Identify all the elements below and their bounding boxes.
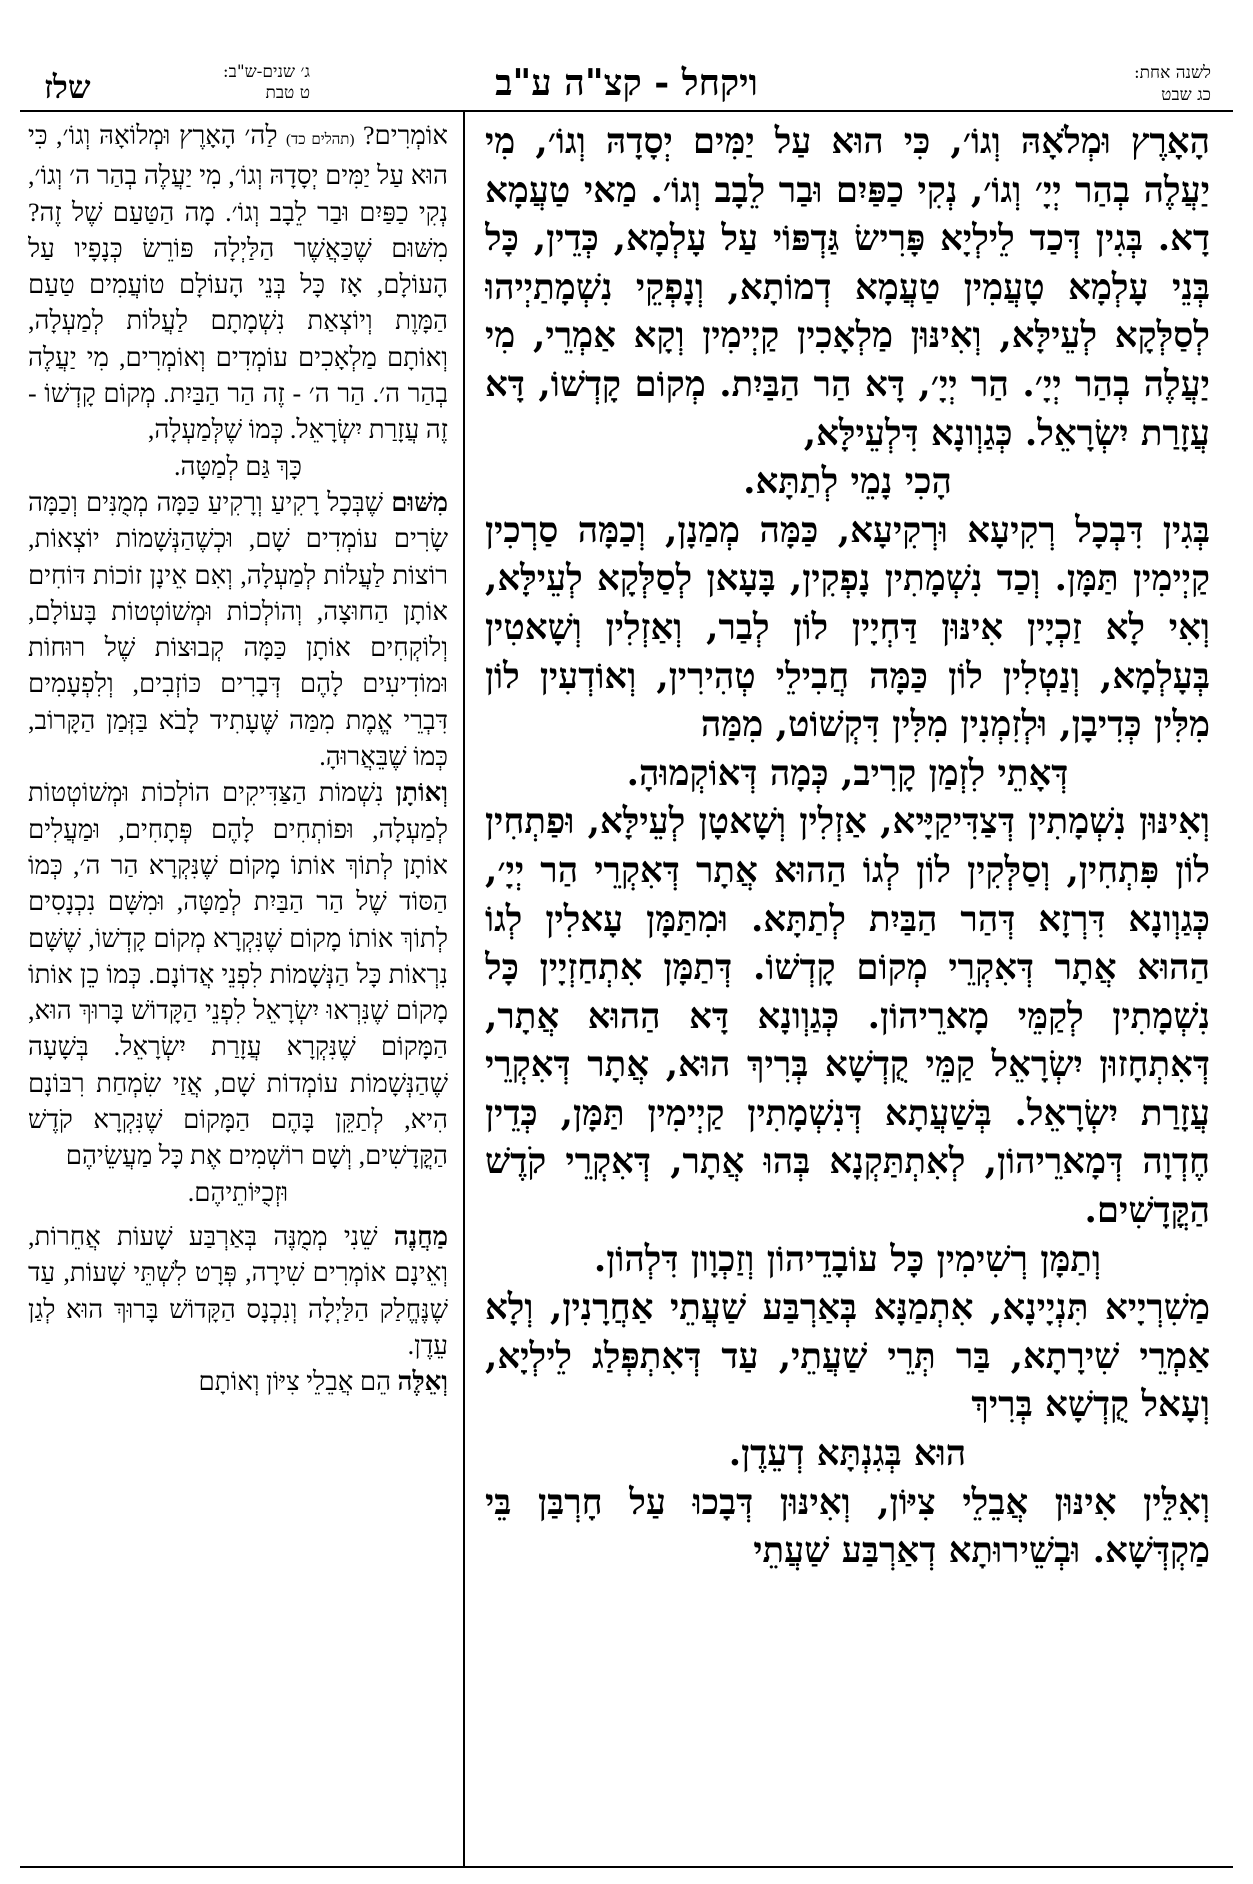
main-paragraph-4: מַשִׁרְיָיא תִּנְיָינָא, אִתְמַנָּא בְּאַרְבַּע שַׁעֲתֵי אַחֲרָנִין, וְלָא אַמְרֵי שִׁירָתָא, בַּר תְּרֵי שַׁעֲתֵי, עַד דְּאִתְפְּלַג לֵילְיָא, וְעָאל קֻדְשָׁא בְּרִיךְ bbox=[485, 1287, 1210, 1426]
main-paragraph-3-end: וְתַמָּן רְשִׁימִין כָּל עוֹבָדֵיהוֹן וְזַכְוָון דִּלְהוֹן. bbox=[593, 1238, 1102, 1280]
side-paragraph-3 bbox=[28, 775, 448, 1174]
main-paragraph-2: בְּגִין דִּבְכָל רְקִיעָא וּרְקִיעָא, כַּמָּה מְמַנָן, וְכַמָּה סַרְכִין קַיְימִין תַּמָּן. וְכַד נִשְׁמָתִין נָפְקִין, בָּעָאן לְסַלְּקָא לְעֵילָּא, וְאִי לָא זַכְיָין אִינּוּן דַּחְיָין לוֹן לְבַר, וְאַזְלִין וְשָׁאטִין בְּעָלְמָא, וְנַטְלִין לוֹן כַּמָּה חֲבִילֵי טְהִירִין, וְאוֹדְעִין לוֹן מִלִּין כְּדִיבָן, וּלְזִמְנִין מִלִּין דִּקְשׁוֹט, מִמַּה bbox=[485, 509, 1210, 746]
header-rule bbox=[20, 110, 1233, 112]
one-year-label: לשנה אחת: bbox=[1133, 63, 1211, 83]
side-p1-body: לַה׳ הָאָרֶץ וּמְלוֹאָהּ וְגוֹ׳, כִּי הוּא עַל יַמִּים יְסָדָהּ וְגוֹ׳, מִי יַעֲלֶה בְהַר ה׳ וְגוֹ׳, נְקִי כַפַּיִם וּבַר לֵבָב וְגוֹ׳. מָה הַטַּעַם שֶׁל זֶה? מִשּׁוּם שֶׁכַּאֲשֶׁר הַלַּיְלָה פּוֹרֵשׂ כְּנָפָיו עַל הָעוֹלָם, אָז כָּל בְּנֵי הָעוֹלָם טוֹעֲמִים טַעַם הַמָּוֶת וְיוֹצְאַת נִשְׁמָתָם לַעֲלוֹת לְמַעְלָה, וְאוֹתָם מַלְאָכִים עוֹמְדִים וְאוֹמְרִים, מִי יַעֲלֶה בְהַר ה׳. הַר ה׳ - זֶה הַר הַבַּיִת. מְקוֹם קָדְשׁוֹ - זֶה עֲזָרַת יִשְׂרָאֵל. כְּמוֹ שֶׁלְּמַעְלָה, bbox=[28, 121, 448, 445]
side-p1-start: אוֹמְרִים? bbox=[363, 121, 448, 150]
verse-citation: (תהלים כד) bbox=[286, 132, 355, 148]
side-p2-lead: מִשּׁוּם bbox=[391, 487, 448, 517]
footer-rule bbox=[20, 1866, 1233, 1868]
side-paragraph-1 bbox=[28, 118, 448, 449]
side-p4-lead: מַחֲנֶה bbox=[393, 1221, 448, 1251]
aramaic-main-column bbox=[485, 118, 1210, 1862]
study-cycle-one-year bbox=[1134, 62, 1211, 106]
side-p5-lead: וְאֵלֶּה bbox=[397, 1367, 448, 1397]
paragraph-gap bbox=[28, 1211, 448, 1219]
main-paragraph-1: הָאָרֶץ וּמְלֹאָהּ וְגוֹ׳, כִּי הוּא עַל יַמִּים יְסָדָהּ וְגוֹ׳, מִי יַעֲלֶה בְהַר יְיָ׳ וְגוֹ׳, נְקִי כַפַּיִם וּבַר לֵבָב וְגוֹ׳. מַאי טַעֲמָא דָא. בְּגִין דְּכַד לֵילְיָא פָּרִישׂ גַּדְפּוֹי עַל עָלְמָא, כְּדֵין, כָּל בְּנֵי עָלְמָא טָעֲמִין טַעֲמָא דְמוֹתָא, וְנָפְקֵי נִשְׁמָתַיְיהוּ לְסַלְּקָא לְעֵילָּא, וְאִינּוּן מַלְאָכִין קַיְימִין וְקָא אַמְרֵי, מִי יַעֲלֶה בְהַר יְיָ׳. הַר יְיָ׳, דָּא הַר הַבַּיִת. מְקוֹם קָדְשׁוֹ, דָּא עֲזָרַת יִשְׂרָאֵל. כְּגַוְונָא דִּלְעֵילָּא, bbox=[485, 121, 1210, 454]
main-paragraph-3: וְאִינּוּן נִשְׁמָתִין דְּצַדִּיקַיָּיא, אַזְלִין וְשָׁאטָן לְעֵילָּא, וּפַתְחִין לוֹן פִּתְחִין, וְסַלְּקִין לוֹן לְגוֹ הַהוּא אֲתָר דְּאִקְרֵי הַר יְיָ׳, כְּגַוְונָא דִּרְזָא דְּהַר הַבַּיִת לְתַתָּא. וּמִתַּמָּן עָאלִין לְגוֹ הַהוּא אֲתָר דְּאִקְרֵי מְקוֹם קָדְשׁוֹ. דְּתַמָּן אִתְחַזְיָין כָּל נִשְׁמָתִין לְקַמֵּי מָארֵיהוֹן. כְּגַוְונָא דָּא הַהוּא אֲתָר, דְּאִתְחָזוּן יִשְׂרָאֵל קַמֵּי קֻדְשָׁא בְּרִיךְ הוּא, אֲתָר דְּאִקְרֵי עֲזָרַת יִשְׂרָאֵל. בְּשַׁעֲתָא דְּנִשְׁמָתִין קַיְימִין תַּמָּן, כְּדֵין חֶדְוָה דְּמָארֵיהוֹן, לְאִתְתַּקְנָא בְּהוּ אֲתָר, דְּאִקְרֵי קֹדֶשׁ הַקֳּדָשִׁים. bbox=[485, 801, 1210, 1232]
page-number: שלז bbox=[44, 68, 91, 106]
page-header bbox=[20, 50, 1233, 110]
side-paragraph-5 bbox=[28, 1364, 448, 1400]
page-title: ויקחל - קצ"ה ע"ב bbox=[495, 62, 758, 104]
side-p5-body: הֵם אֲבֵלֵי צִיּוֹן וְאוֹתָם bbox=[198, 1367, 392, 1397]
side-p3-body: נִשְׁמוֹת הַצַּדִּיקִים הוֹלְכוֹת וּמְשׁוֹטְטוֹת לְמַעְלָה, וּפוֹתְחִים לָהֶם פְּתָחִים, וּמַעֲלִים אוֹתָן לְתוֹךְ אוֹתוֹ מָקוֹם שֶׁנִּקְרָא הַר ה׳, כְּמוֹ הַסּוֹד שֶׁל הַר הַבַּיִת לְמַטָּה, וּמִשָּׁם נִכְנָסִים לְתוֹךְ אוֹתוֹ מָקוֹם שֶׁנִּקְרָא מְקוֹם קָדְשׁוֹ, שֶׁשָּׁם נִרְאוֹת כָּל הַנְּשָׁמוֹת לִפְנֵי אֲדוֹנָם. כְּמוֹ כֵן אוֹתוֹ מָקוֹם שֶׁנִּרְאוּ יִשְׂרָאֵל לִפְנֵי הַקָּדוֹשׁ בָּרוּךְ הוּא, הַמָּקוֹם שֶׁנִּקְרָא עֲזָרַת יִשְׂרָאֵל. בְּשָׁעָה שֶׁהַנְּשָׁמוֹת עוֹמְדוֹת שָׁם, אֲזַי שִׂמְחַת רִבּוֹנָם הִיא, לְתַקֵּן בָּהֶם הַמָּקוֹם שֶׁנִּקְרָא קֹדֶשׁ הַקֳּדָשִׁים, וְשָׁם רוֹשְׁמִים אֶת כָּל מַעֲשֵׂיהֶם bbox=[28, 778, 448, 1171]
side-p4-body: שֵׁנִי מְמֻנֶּה בְּאַרְבַּע שָׁעוֹת אֲחֵרוֹת, וְאֵינָם אוֹמְרִים שִׁירָה, פְּרָט לִשְׁתֵּי שָׁעוֹת, עַד שֶׁנֶּחֱלַק הַלַּיְלָה וְנִכְנָס הַקָּדוֹשׁ בָּרוּךְ הוּא לְגַן עֵדֶן. bbox=[28, 1221, 448, 1360]
main-paragraph-4-end: הוּא בְּגִנְתָּא דְעֵדֶן. bbox=[728, 1433, 967, 1475]
three-year-label: ג׳ שנים-ש"ב: bbox=[222, 62, 310, 82]
side-p2-body: שֶׁבְּכָל רָקִיעַ וְרָקִיעַ כַּמָּה מְמֻנִּים וְכַמָּה שָׂרִים עוֹמְדִים שָׁם, וּכְשֶׁהַנְּשָׁמוֹת יוֹצְאוֹת, רוֹצוֹת לַעֲלוֹת לְמַעְלָה, וְאִם אֵינָן זוֹכוֹת דּוֹחִים אוֹתָן הַחוּצָה, וְהוֹלְכוֹת וּמְשׁוֹטְטוֹת בָּעוֹלָם, וְלוֹקְחִים אוֹתָן כַּמָּה קְבוּצוֹת שֶׁל רוּחוֹת וּמוֹדִיעִים לָהֶם דְּבָרִים כּוֹזְבִים, וְלִפְעָמִים דִּבְרֵי אֱמֶת מִמַּה שֶּׁעָתִיד לָבֹא בַּזְּמַן הַקָּרוֹב, כְּמוֹ שֶׁבֵּאֲרוּהָ. bbox=[28, 487, 448, 772]
one-year-date: כג שבט bbox=[1161, 85, 1211, 105]
side-paragraph-1-end: כָּךְ גַּם לְמַטָּה. bbox=[173, 451, 303, 481]
side-paragraph-2 bbox=[28, 485, 448, 775]
side-p3-lead: וְאוֹתָן bbox=[395, 778, 448, 808]
main-paragraph-2-end: דְּאָתֵי לִזְמַן קָרִיב, כְּמָה דְּאוֹקְמוּהָ. bbox=[626, 752, 1069, 794]
hebrew-translation-column bbox=[28, 118, 448, 1862]
three-year-date: ט טבת bbox=[265, 83, 310, 103]
main-paragraph-5: וְאִלֵּין אִינּוּן אֲבֵלֵי צִיּוֹן, וְאִינּוּן דְּבָכוּ עַל חָרְבַּן בֵּי מַקְדְּשָׁא. וּבְשֵׁירוּתָא דְאַרְבַּע שַׁעֲתֵי bbox=[485, 1481, 1210, 1572]
side-paragraph-4 bbox=[28, 1219, 448, 1364]
main-paragraph-1-end: הָכִי נָמֵי לְתַתָּא. bbox=[743, 461, 952, 503]
column-divider bbox=[463, 112, 465, 1866]
side-paragraph-3-end: וּזְכֻיּוֹתֵיהֶם. bbox=[187, 1177, 289, 1207]
